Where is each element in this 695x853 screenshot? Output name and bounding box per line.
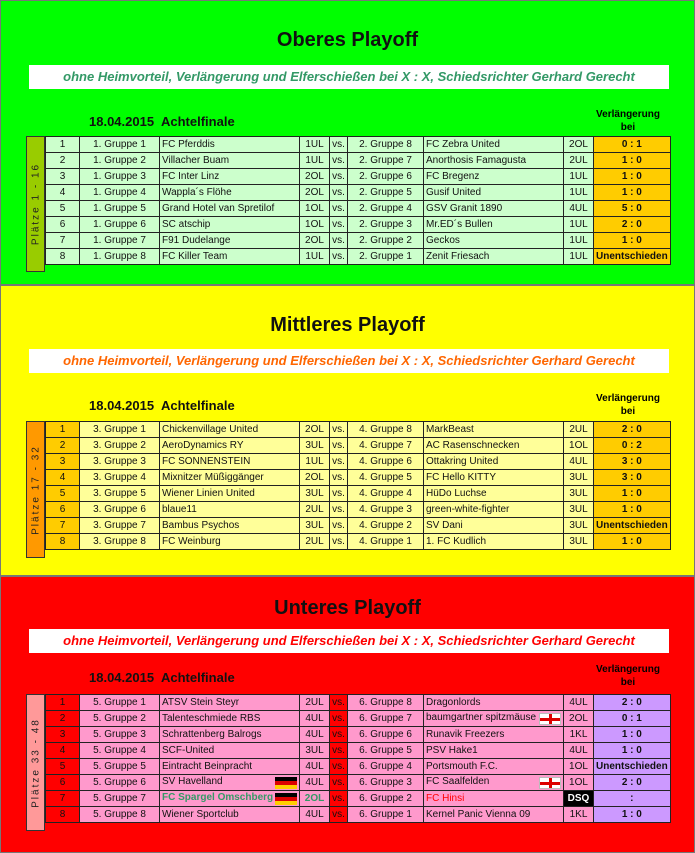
rules-banner: ohne Heimvorteil, Verlängerung und Elferschießen bei X : X, Schiedsrichter Gerhard Gerecht [29, 65, 669, 89]
away-team: Zenit Friesach [424, 249, 564, 265]
home-group: 5. Gruppe 2 [80, 711, 160, 727]
extra-time-result: 1 : 0 [594, 807, 671, 823]
vs-label: vs. [330, 137, 348, 153]
away-group: 6. Gruppe 2 [348, 791, 424, 807]
away-group: 6. Gruppe 6 [348, 727, 424, 743]
away-league-level: 3UL [564, 486, 594, 502]
table-row [46, 727, 671, 743]
match-number: 3 [46, 727, 80, 743]
home-team: FC Pferddis [160, 137, 300, 153]
vs-label: vs. [330, 775, 348, 791]
extra-time-result: 1 : 0 [594, 727, 671, 743]
home-league-level: 3UL [300, 438, 330, 454]
home-group: 1. Gruppe 4 [80, 185, 160, 201]
away-league-level: 3UL [564, 534, 594, 550]
home-league-level: 4UL [300, 711, 330, 727]
match-number: 6 [46, 217, 80, 233]
extra-time-result: 3 : 0 [594, 470, 671, 486]
round-label: Achtelfinale [161, 114, 235, 129]
match-number: 1 [46, 422, 80, 438]
away-league-level: DSQ [564, 791, 594, 807]
vs-label: vs. [330, 470, 348, 486]
extra-time-result: 0 : 1 [594, 711, 671, 727]
away-league-level: 1UL [564, 233, 594, 249]
table-row [46, 201, 671, 217]
away-league-level: 4UL [564, 695, 594, 711]
table-row [46, 438, 671, 454]
home-league-level: 1UL [300, 249, 330, 265]
section-title: Unteres Playoff [274, 597, 421, 619]
table-row [46, 502, 671, 518]
away-team: Dragonlords [424, 695, 564, 711]
away-team: Geckos [424, 233, 564, 249]
home-league-level: 2OL [300, 233, 330, 249]
table-row [46, 695, 671, 711]
away-team: 1. FC Kudlich [424, 534, 564, 550]
vs-label: vs. [330, 438, 348, 454]
home-team: Chickenvillage United [160, 422, 300, 438]
away-league-level: 1UL [564, 249, 594, 265]
vs-label: vs. [330, 169, 348, 185]
away-league-level: 2OL [564, 711, 594, 727]
match-table [45, 136, 671, 265]
extra-time-result: 0 : 1 [594, 137, 671, 153]
table-row [46, 791, 671, 807]
extra-time-label: Verlängerung bei [596, 664, 660, 688]
away-group: 2. Gruppe 4 [348, 201, 424, 217]
away-group: 6. Gruppe 8 [348, 695, 424, 711]
rules-banner: ohne Heimvorteil, Verlängerung und Elferschießen bei X : X, Schiedsrichter Gerhard Gerecht [29, 349, 669, 373]
match-number: 6 [46, 775, 80, 791]
away-league-level: 1OL [564, 775, 594, 791]
home-team: SCF-United [160, 743, 300, 759]
match-number: 4 [46, 185, 80, 201]
match-number: 4 [46, 743, 80, 759]
section-title: Mittleres Playoff [270, 314, 425, 336]
home-group: 3. Gruppe 1 [80, 422, 160, 438]
extra-time-result: : [594, 791, 671, 807]
match-number: 3 [46, 454, 80, 470]
home-group: 1. Gruppe 6 [80, 217, 160, 233]
germany-flag-icon [275, 793, 297, 805]
away-team: baumgartner spitzmäuse [424, 711, 564, 727]
home-league-level: 3UL [300, 486, 330, 502]
home-team: FC Inter Linz [160, 169, 300, 185]
match-table [45, 421, 671, 550]
match-number: 2 [46, 438, 80, 454]
round-label: Achtelfinale [161, 670, 235, 685]
away-league-level: 1KL [564, 807, 594, 823]
away-group: 4. Gruppe 7 [348, 438, 424, 454]
playoff-section-mittleres [0, 285, 695, 576]
away-team: Mr.ED´s Bullen [424, 217, 564, 233]
home-league-level: 2UL [300, 695, 330, 711]
extra-time-result: 2 : 0 [594, 217, 671, 233]
away-group: 4. Gruppe 1 [348, 534, 424, 550]
home-group: 5. Gruppe 8 [80, 807, 160, 823]
match-number: 5 [46, 759, 80, 775]
vs-label: vs. [330, 153, 348, 169]
table-row [46, 807, 671, 823]
table-row [46, 249, 671, 265]
away-group: 2. Gruppe 5 [348, 185, 424, 201]
away-league-level: 1OL [564, 438, 594, 454]
extra-time-result: Unentschieden [594, 759, 671, 775]
match-number: 2 [46, 711, 80, 727]
home-group: 5. Gruppe 3 [80, 727, 160, 743]
match-number: 8 [46, 249, 80, 265]
table-row [46, 454, 671, 470]
away-team: Gusif United [424, 185, 564, 201]
table-row [46, 534, 671, 550]
table-row [46, 137, 671, 153]
home-league-level: 2OL [300, 791, 330, 807]
england-flag-icon [539, 777, 561, 789]
table-row [46, 775, 671, 791]
table-row [46, 486, 671, 502]
table-row [46, 422, 671, 438]
home-group: 1. Gruppe 1 [80, 137, 160, 153]
table-row [46, 217, 671, 233]
match-table [45, 694, 671, 823]
home-team: SC atschip [160, 217, 300, 233]
vs-label: vs. [330, 185, 348, 201]
home-league-level: 4UL [300, 807, 330, 823]
away-team: HüDo Luchse [424, 486, 564, 502]
home-league-level: 2OL [300, 185, 330, 201]
match-number: 7 [46, 518, 80, 534]
vs-label: vs. [330, 534, 348, 550]
home-group: 1. Gruppe 3 [80, 169, 160, 185]
away-team: Portsmouth F.C. [424, 759, 564, 775]
home-league-level: 2OL [300, 470, 330, 486]
home-group: 3. Gruppe 8 [80, 534, 160, 550]
match-number: 8 [46, 534, 80, 550]
home-team: Wiener Sportclub [160, 807, 300, 823]
match-number: 6 [46, 502, 80, 518]
home-team: FC Spargel Omschberg [160, 791, 300, 807]
vs-label: vs. [330, 807, 348, 823]
places-side-label: Plätze 1 - 16 [26, 136, 45, 272]
extra-time-result: 1 : 0 [594, 534, 671, 550]
away-league-level: 1UL [564, 217, 594, 233]
match-number: 7 [46, 791, 80, 807]
home-team: ATSV Stein Steyr [160, 695, 300, 711]
away-group: 6. Gruppe 7 [348, 711, 424, 727]
away-league-level: 3UL [564, 518, 594, 534]
home-team: FC Killer Team [160, 249, 300, 265]
extra-time-result: 1 : 0 [594, 169, 671, 185]
away-team: AC Rasenschnecken [424, 438, 564, 454]
extra-time-result: 0 : 2 [594, 438, 671, 454]
home-team: blaue11 [160, 502, 300, 518]
away-group: 2. Gruppe 7 [348, 153, 424, 169]
extra-time-result: 1 : 0 [594, 153, 671, 169]
vs-label: vs. [330, 727, 348, 743]
places-side-label: Plätze 17 - 32 [26, 421, 45, 558]
away-team: green-white-fighter [424, 502, 564, 518]
match-number: 5 [46, 201, 80, 217]
away-team: FC Zebra United [424, 137, 564, 153]
match-number: 1 [46, 695, 80, 711]
table-row [46, 470, 671, 486]
match-number: 7 [46, 233, 80, 249]
playoff-section-unteres [0, 576, 695, 853]
away-team: GSV Granit 1890 [424, 201, 564, 217]
away-league-level: 2UL [564, 153, 594, 169]
away-league-level: 1KL [564, 727, 594, 743]
home-league-level: 3UL [300, 743, 330, 759]
away-league-level: 4UL [564, 454, 594, 470]
away-team: Kernel Panic Vienna 09 [424, 807, 564, 823]
extra-time-result: 1 : 0 [594, 233, 671, 249]
home-league-level: 1UL [300, 153, 330, 169]
extra-time-result: 2 : 0 [594, 695, 671, 711]
match-number: 4 [46, 470, 80, 486]
home-team: Mixnitzer Müßiggänger [160, 470, 300, 486]
away-team: FC Hello KITTY [424, 470, 564, 486]
away-team: Ottakring United [424, 454, 564, 470]
home-league-level: 2UL [300, 534, 330, 550]
away-group: 2. Gruppe 3 [348, 217, 424, 233]
home-group: 3. Gruppe 4 [80, 470, 160, 486]
away-league-level: 1UL [564, 169, 594, 185]
match-number: 5 [46, 486, 80, 502]
home-league-level: 2OL [300, 169, 330, 185]
match-date: 18.04.2015 [89, 398, 155, 413]
match-number: 1 [46, 137, 80, 153]
vs-label: vs. [330, 502, 348, 518]
table-row [46, 518, 671, 534]
vs-label: vs. [330, 695, 348, 711]
away-group: 4. Gruppe 4 [348, 486, 424, 502]
section-title: Oberes Playoff [276, 29, 419, 51]
away-group: 4. Gruppe 3 [348, 502, 424, 518]
table-row [46, 233, 671, 249]
away-team: Runavik Freezers [424, 727, 564, 743]
away-league-level: 2UL [564, 422, 594, 438]
away-group: 6. Gruppe 1 [348, 807, 424, 823]
vs-label: vs. [330, 711, 348, 727]
match-date: 18.04.2015 [89, 114, 155, 129]
home-group: 1. Gruppe 8 [80, 249, 160, 265]
vs-label: vs. [330, 486, 348, 502]
away-team: FC Saalfelden [424, 775, 564, 791]
away-team: SV Dani [424, 518, 564, 534]
home-league-level: 3UL [300, 518, 330, 534]
vs-label: vs. [330, 201, 348, 217]
away-team: FC Hinsi [424, 791, 564, 807]
vs-label: vs. [330, 249, 348, 265]
away-team: PSV Hake1 [424, 743, 564, 759]
table-row [46, 153, 671, 169]
home-league-level: 1UL [300, 137, 330, 153]
home-team: F91 Dudelange [160, 233, 300, 249]
away-league-level: 4UL [564, 743, 594, 759]
extra-time-result: 1 : 0 [594, 486, 671, 502]
germany-flag-icon [275, 777, 297, 789]
home-group: 1. Gruppe 5 [80, 201, 160, 217]
away-league-level: 1OL [564, 759, 594, 775]
match-number: 3 [46, 169, 80, 185]
extra-time-result: 1 : 0 [594, 185, 671, 201]
vs-label: vs. [330, 217, 348, 233]
extra-time-result: Unentschieden [594, 249, 671, 265]
extra-time-result: 5 : 0 [594, 201, 671, 217]
vs-label: vs. [330, 233, 348, 249]
home-team: SV Havelland [160, 775, 300, 791]
extra-time-result: 1 : 0 [594, 502, 671, 518]
vs-label: vs. [330, 743, 348, 759]
home-team: AeroDynamics RY [160, 438, 300, 454]
extra-time-result: 1 : 0 [594, 743, 671, 759]
home-team: Wiener Linien United [160, 486, 300, 502]
away-group: 4. Gruppe 6 [348, 454, 424, 470]
away-group: 2. Gruppe 6 [348, 169, 424, 185]
home-group: 3. Gruppe 7 [80, 518, 160, 534]
away-group: 2. Gruppe 8 [348, 137, 424, 153]
away-group: 4. Gruppe 8 [348, 422, 424, 438]
home-team: FC SONNENSTEIN [160, 454, 300, 470]
round-label: Achtelfinale [161, 398, 235, 413]
match-number: 8 [46, 807, 80, 823]
home-league-level: 1OL [300, 201, 330, 217]
home-team: Villacher Buam [160, 153, 300, 169]
home-group: 5. Gruppe 6 [80, 775, 160, 791]
home-group: 5. Gruppe 4 [80, 743, 160, 759]
home-group: 5. Gruppe 1 [80, 695, 160, 711]
match-date: 18.04.2015 [89, 670, 155, 685]
away-league-level: 3UL [564, 502, 594, 518]
home-league-level: 4UL [300, 727, 330, 743]
table-row [46, 169, 671, 185]
vs-label: vs. [330, 791, 348, 807]
table-row [46, 711, 671, 727]
away-group: 6. Gruppe 3 [348, 775, 424, 791]
home-league-level: 4UL [300, 759, 330, 775]
table-row [46, 185, 671, 201]
home-team: Wappla´s Flöhe [160, 185, 300, 201]
extra-time-result: Unentschieden [594, 518, 671, 534]
vs-label: vs. [330, 454, 348, 470]
playoff-section-oberes [0, 0, 695, 285]
home-league-level: 2UL [300, 502, 330, 518]
home-team: FC Weinburg [160, 534, 300, 550]
table-row [46, 759, 671, 775]
home-team: Schrattenberg Balrogs [160, 727, 300, 743]
match-number: 2 [46, 153, 80, 169]
away-team: MarkBeast [424, 422, 564, 438]
away-group: 4. Gruppe 5 [348, 470, 424, 486]
home-group: 1. Gruppe 2 [80, 153, 160, 169]
home-team: Bambus Psychos [160, 518, 300, 534]
table-row [46, 743, 671, 759]
home-group: 3. Gruppe 2 [80, 438, 160, 454]
england-flag-icon [539, 713, 561, 725]
away-group: 2. Gruppe 2 [348, 233, 424, 249]
home-group: 3. Gruppe 6 [80, 502, 160, 518]
away-group: 6. Gruppe 4 [348, 759, 424, 775]
vs-label: vs. [330, 759, 348, 775]
home-team: Talenteschmiede RBS [160, 711, 300, 727]
away-group: 2. Gruppe 1 [348, 249, 424, 265]
home-group: 3. Gruppe 5 [80, 486, 160, 502]
away-league-level: 2OL [564, 137, 594, 153]
extra-time-label: Verlängerung bei [596, 393, 660, 417]
home-league-level: 1OL [300, 217, 330, 233]
home-group: 3. Gruppe 3 [80, 454, 160, 470]
home-group: 5. Gruppe 5 [80, 759, 160, 775]
places-side-label: Plätze 33 - 48 [26, 694, 45, 831]
vs-label: vs. [330, 422, 348, 438]
away-team: FC Bregenz [424, 169, 564, 185]
extra-time-label: Verlängerung bei [596, 109, 660, 133]
vs-label: vs. [330, 518, 348, 534]
away-league-level: 3UL [564, 470, 594, 486]
away-group: 4. Gruppe 2 [348, 518, 424, 534]
rules-banner: ohne Heimvorteil, Verlängerung und Elferschießen bei X : X, Schiedsrichter Gerhard Gerecht [29, 629, 669, 653]
home-team: Eintracht Beinpracht [160, 759, 300, 775]
home-league-level: 4UL [300, 775, 330, 791]
away-league-level: 1UL [564, 185, 594, 201]
away-league-level: 4UL [564, 201, 594, 217]
extra-time-result: 3 : 0 [594, 454, 671, 470]
extra-time-result: 2 : 0 [594, 775, 671, 791]
home-group: 1. Gruppe 7 [80, 233, 160, 249]
extra-time-result: 2 : 0 [594, 422, 671, 438]
away-group: 6. Gruppe 5 [348, 743, 424, 759]
home-group: 5. Gruppe 7 [80, 791, 160, 807]
home-team: Grand Hotel van Spretilof [160, 201, 300, 217]
home-league-level: 1UL [300, 454, 330, 470]
away-team: Anorthosis Famagusta [424, 153, 564, 169]
home-league-level: 2OL [300, 422, 330, 438]
